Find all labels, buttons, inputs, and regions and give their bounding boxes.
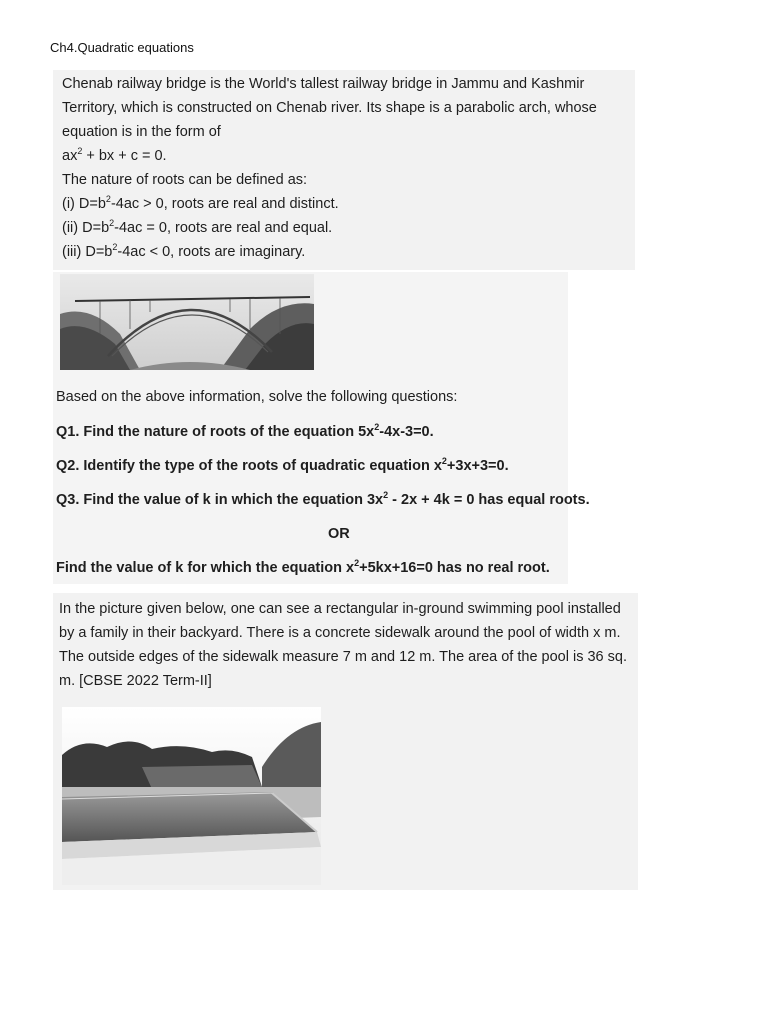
- chenab-line-1: Chenab railway bridge is the World's tallest railway bridge in Jammu and Kashmir: [62, 76, 585, 92]
- question-3: Q3. Find the value of k in which the equation $3x^2 - 2x + 4k = 0$ has equal roots.: [56, 490, 590, 508]
- question-1: Q1. Find the nature of roots of the equation $5x^2-4x-3=0$.: [56, 422, 434, 440]
- questions-intro: Based on the above information, solve the following questions:: [56, 389, 458, 405]
- case-distinct: (i) $D=b^2-4ac > 0$, roots are real and distinct.: [62, 194, 339, 212]
- page-heading: Ch4.Quadratic equations: [50, 40, 194, 55]
- case-imaginary: (iii) $D=b^2-4ac < 0$, roots are imaginary.: [62, 242, 306, 260]
- chenab-line-3: equation is in the form of: [62, 124, 221, 140]
- nature-intro: The nature of roots can be defined as:: [62, 172, 308, 188]
- pool-photo: [62, 707, 321, 885]
- pool-line-4: m. [CBSE 2022 Term-II]: [59, 673, 212, 689]
- pool-line-3: The outside edges of the sidewalk measure 7 m and 12 m. The area of the pool is 36 sq.: [59, 649, 627, 665]
- bridge-photo: [60, 274, 314, 370]
- question-3-alternative: Find the value of k for which the equation $x^2+5kx+16=0$ has no real root.: [56, 558, 550, 576]
- pool-line-1: In the picture given below, one can see a rectangular in-ground swimming pool installed: [59, 601, 621, 617]
- general-equation: $ax^2$ + bx + c = 0.: [62, 146, 167, 164]
- question-2: Q2. Identify the type of the roots of quadratic equation $x^2+3x+3=0$.: [56, 456, 509, 474]
- case-equal: (ii) $D=b^2-4ac = 0$, roots are real and equal.: [62, 218, 333, 236]
- or-separator: OR: [328, 526, 350, 542]
- pool-line-2: by a family in their backyard. There is a concrete sidewalk around the pool of width x m.: [59, 625, 621, 641]
- chenab-line-2: Territory, which is constructed on Chenab river. Its shape is a parabolic arch, whose: [62, 100, 597, 116]
